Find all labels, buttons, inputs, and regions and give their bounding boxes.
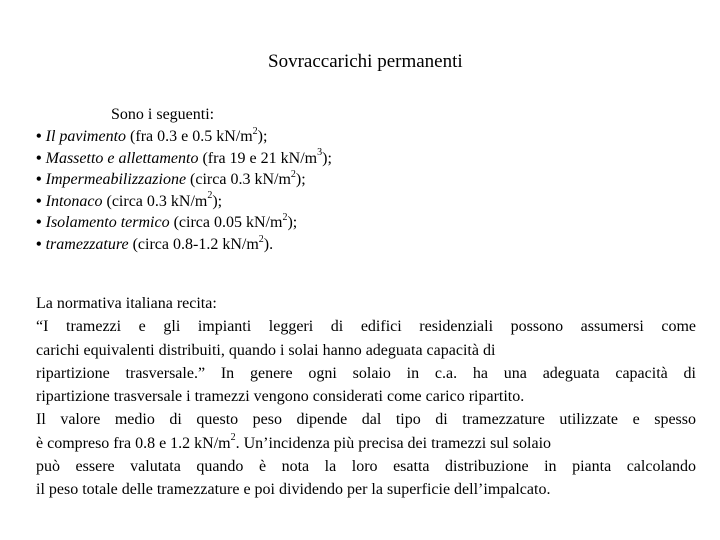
list-item: • Intonaco (circa 0.3 $kN/m^2$);: [36, 190, 223, 210]
paragraph-line: ripartizione trasversale i tramezzi vengono considerati come carico ripartito.: [36, 388, 525, 406]
body-paragraph: [36, 292, 696, 502]
paragraph-line: il peso totale delle tramezzature e poi dividendo per la superficie dell’impalcato.: [36, 481, 551, 499]
paragraph-line: può essere valutata quando è nota la loro esatta distribuzione in pianta calcolando: [36, 458, 696, 476]
paragraph-line: Il valore medio di questo peso dipende dal tipo di tramezzature utilizzate e spesso: [36, 411, 696, 429]
paragraph-line: è compreso fra 0.8 e 1.2 $kN/m^2$. Un’incidenza più precisa dei tramezzi sul solaio: [36, 432, 552, 452]
bullet-icon: •: [36, 149, 42, 167]
bullet-icon: •: [36, 128, 42, 145]
loads-list: [36, 126, 332, 256]
list-item: • Il pavimento (fra 0.3 e 0.5 $kN/m^2$);: [36, 125, 268, 145]
bullet-icon: •: [36, 235, 42, 253]
item-name: tramezzature: [45, 235, 129, 253]
item-name: Intonaco: [45, 192, 103, 210]
slide-title: Sovraccarichi permanenti: [268, 51, 463, 72]
paragraph-line: “I tramezzi e gli impianti leggeri di edifici residenziali possono assumersi come: [36, 318, 696, 336]
list-item: • Isolamento termico (circa 0.05 $kN/m^2$);: [36, 212, 298, 232]
item-name: Il pavimento: [45, 128, 127, 145]
paragraph-line: La normativa italiana recita:: [36, 295, 217, 312]
bullet-icon: •: [36, 171, 42, 189]
bullet-icon: •: [36, 192, 42, 210]
item-name: Impermeabilizzazione: [45, 171, 187, 189]
intro-text: Sono i seguenti:: [111, 106, 215, 123]
paragraph-line: carichi equivalenti distribuiti, quando i solai hanno adeguata capacità di: [36, 341, 496, 359]
list-item: • Massetto e allettamento (fra 19 e 21 $kN/m^3$);: [36, 147, 332, 167]
paragraph-line: ripartizione trasversale.” In genere ogni solaio in c.a. ha una adeguata capacità di: [36, 364, 696, 382]
item-name: Isolamento termico: [45, 214, 170, 232]
item-name: Massetto e allettamento: [45, 149, 199, 167]
bullet-icon: •: [36, 214, 42, 232]
list-item: • Impermeabilizzazione (circa 0.3 $kN/m^2$);: [36, 168, 306, 189]
list-item: • tramezzature (circa 0.8-1.2 $kN/m^2$).: [36, 233, 274, 253]
